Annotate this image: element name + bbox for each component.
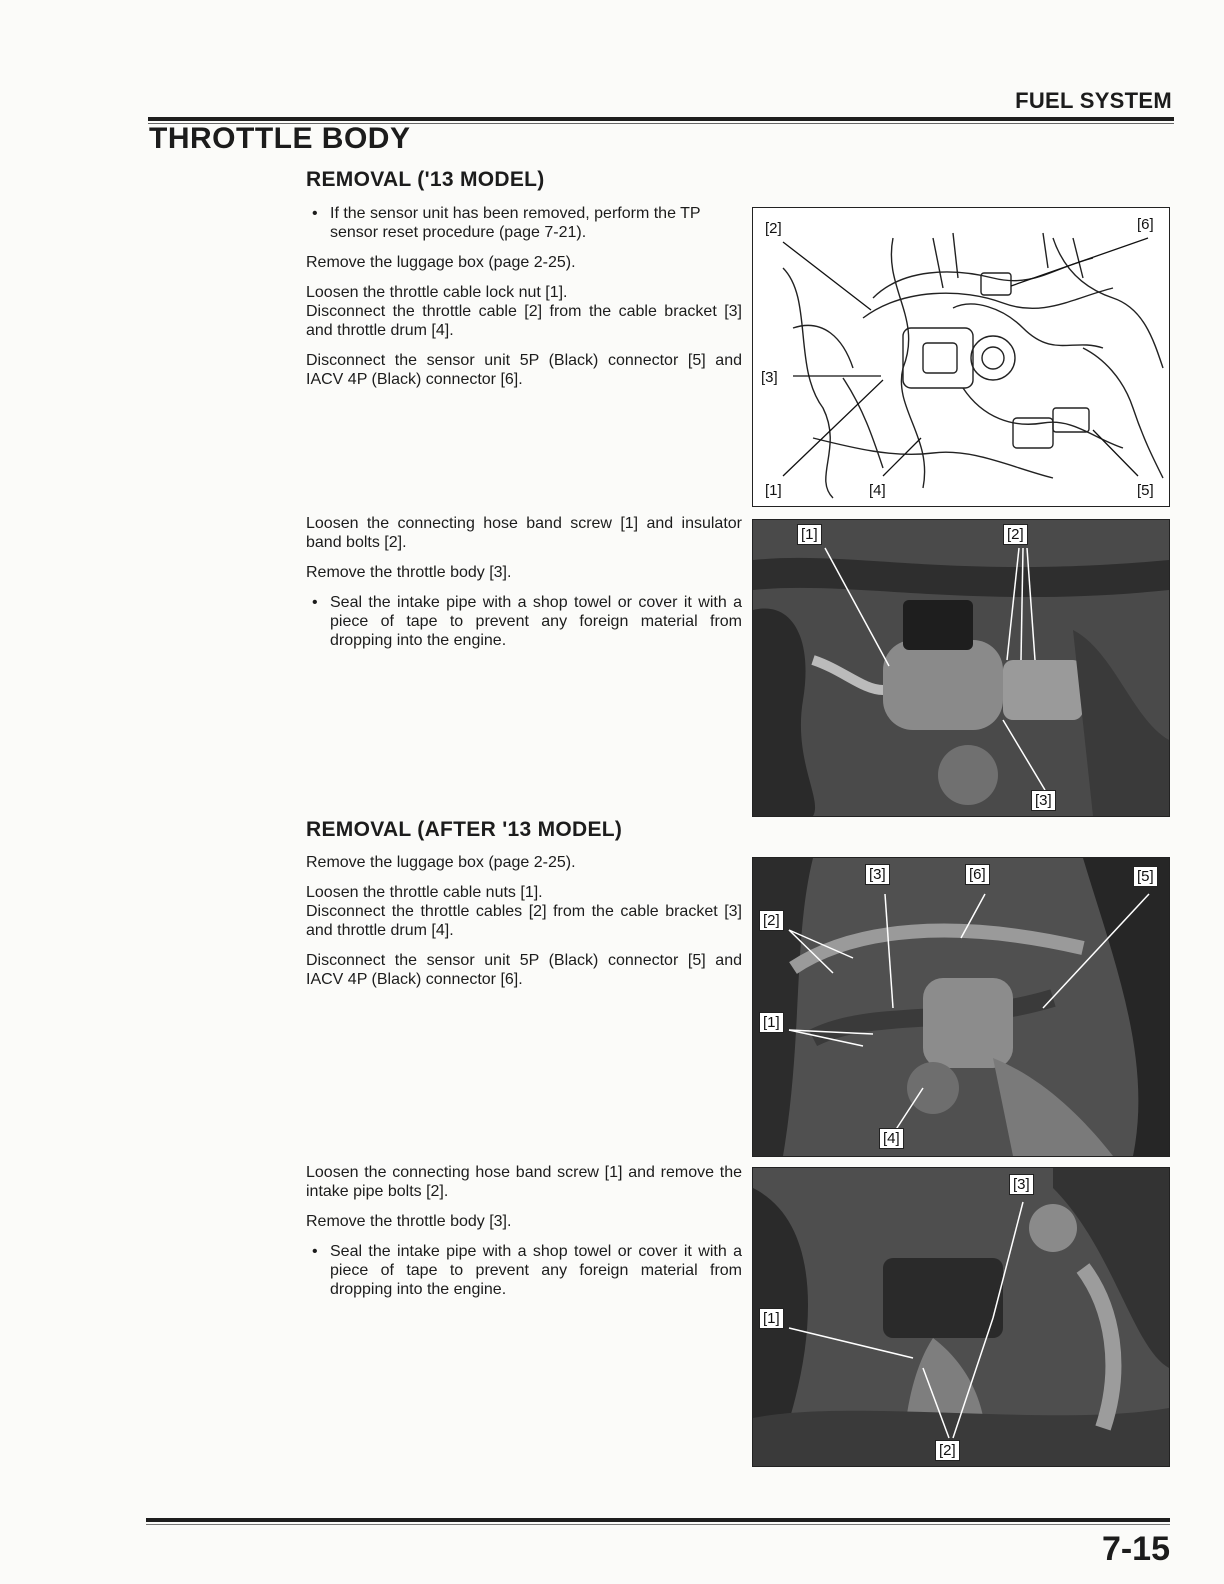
text-block-after-2013-step1 <box>306 853 742 989</box>
callout-label: [4] <box>879 1128 904 1149</box>
footer-rule-thin <box>146 1524 1170 1525</box>
figure-photo-throttle-body-2013 <box>752 519 1170 817</box>
instruction: Remove the luggage box (page 2-25). <box>306 254 576 271</box>
instruction: Remove the throttle body [3]. <box>306 1213 512 1230</box>
figure-photo-cables-after-2013 <box>752 857 1170 1157</box>
bullet-icon: • <box>312 594 318 611</box>
callout-label: [1] <box>759 1012 784 1033</box>
footer-rule <box>146 1518 1170 1522</box>
text-block-2013-step2 <box>306 514 742 650</box>
instruction: Remove the luggage box (page 2-25). <box>306 854 576 871</box>
note-bullet <box>306 593 742 650</box>
instruction: Disconnect the throttle cables [2] from the cable bracket [3] and throttle drum [4]. <box>306 903 742 939</box>
callout-label: [5] <box>1133 866 1158 887</box>
instruction: Loosen the throttle cable lock nut [1]. <box>306 284 568 301</box>
section-heading-after-2013: REMOVAL (AFTER '13 MODEL) <box>306 818 623 841</box>
instruction: Disconnect the throttle cable [2] from the cable bracket [3] and throttle drum [4]. <box>306 303 742 339</box>
section-header: FUEL SYSTEM <box>1015 88 1172 113</box>
callout-label: [2] <box>1003 524 1028 545</box>
callout-label: [1] <box>765 482 782 499</box>
callout-label: [6] <box>965 864 990 885</box>
engine-photo <box>753 858 1169 1156</box>
instruction: Loosen the connecting hose band screw [1] and remove the intake pipe bolts [2]. <box>306 1164 742 1200</box>
page-title: THROTTLE BODY <box>149 122 411 155</box>
section-heading-2013: REMOVAL ('13 MODEL) <box>306 168 545 191</box>
note-text: Seal the intake pipe with a shop towel or cover it with a piece of tape to prevent any foreign material from dropping into the engine. <box>330 594 742 649</box>
callout-label: [2] <box>935 1440 960 1461</box>
bullet-icon: • <box>312 1243 318 1260</box>
engine-photo <box>753 1168 1169 1466</box>
instruction: Disconnect the sensor unit 5P (Black) connector [5] and IACV 4P (Black) connector [6]. <box>306 352 742 388</box>
callout-label: [3] <box>1031 790 1056 811</box>
figure-line-drawing <box>752 207 1170 507</box>
note-bullet <box>306 204 742 242</box>
note-bullet <box>306 1242 742 1299</box>
callout-label: [3] <box>865 864 890 885</box>
callout-label: [5] <box>1137 482 1154 499</box>
text-block-2013-step1 <box>306 204 742 389</box>
engine-photo <box>753 520 1169 816</box>
callout-label: [2] <box>759 910 784 931</box>
callout-label: [3] <box>761 369 778 386</box>
instruction: Loosen the connecting hose band screw [1] and insulator band bolts [2]. <box>306 515 742 551</box>
page-number: 7-15 <box>1101 1530 1170 1568</box>
instruction: Loosen the throttle cable nuts [1]. <box>306 884 543 901</box>
instruction: Disconnect the sensor unit 5P (Black) connector [5] and IACV 4P (Black) connector [6]. <box>306 952 742 988</box>
header-rule <box>148 117 1174 121</box>
callout-label: [2] <box>765 220 782 237</box>
text-block-after-2013-step2 <box>306 1163 742 1299</box>
note-text: Seal the intake pipe with a shop towel or cover it with a piece of tape to prevent any foreign material from dropping into the engine. <box>330 1243 742 1298</box>
callout-label: [4] <box>869 482 886 499</box>
bullet-icon: • <box>312 205 318 222</box>
instruction: Remove the throttle body [3]. <box>306 564 512 581</box>
callout-label: [6] <box>1137 216 1154 233</box>
callout-label: [3] <box>1009 1174 1034 1195</box>
note-text: If the sensor unit has been removed, perform the TP sensor reset procedure (page 7-21). <box>330 205 701 241</box>
figure-photo-intake-after-2013 <box>752 1167 1170 1467</box>
callout-label: [1] <box>759 1308 784 1329</box>
engine-line-drawing <box>753 208 1169 506</box>
callout-label: [1] <box>797 524 822 545</box>
